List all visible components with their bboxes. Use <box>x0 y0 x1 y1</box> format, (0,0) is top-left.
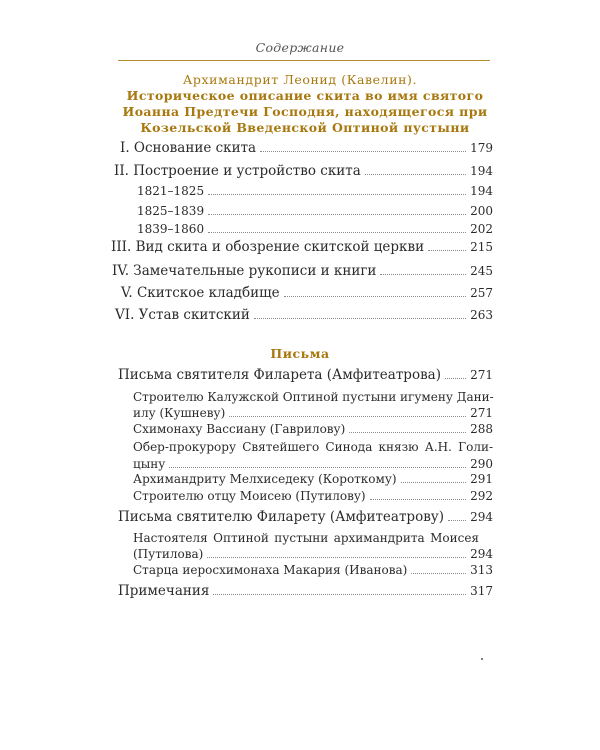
toc-entry-page: 271 <box>470 368 493 382</box>
toc-entry-label: I. Основание скита <box>120 140 257 156</box>
toc-entry-page: 194 <box>470 164 493 178</box>
toc-entry-page: 292 <box>470 489 493 503</box>
leader-dots <box>213 594 466 595</box>
toc-entry[interactable] <box>114 163 493 179</box>
toc-entry[interactable] <box>120 140 493 156</box>
toc-entry-page: 271 <box>470 406 493 420</box>
leader-dots <box>428 250 466 251</box>
leader-dots <box>401 482 466 483</box>
leader-dots <box>380 274 466 275</box>
toc-entry-label: Строителю отцу Моисею (Путилову) <box>133 489 366 503</box>
toc-entry-page: 202 <box>470 222 493 236</box>
toc-subentry[interactable] <box>137 184 493 198</box>
toc-entry-page: 294 <box>470 547 493 561</box>
leader-dots <box>370 499 467 500</box>
toc-entry-page: 290 <box>470 457 493 471</box>
toc-subentry[interactable] <box>133 457 493 471</box>
toc-subentry-line-1[interactable]: Строителю Калужской Оптиной пустыни игумену Дани- <box>133 390 494 404</box>
toc-entry-label: Старца иеросхимонаха Макария (Иванова) <box>133 563 408 577</box>
toc-entry-page: 179 <box>470 141 493 155</box>
part1-author: Архимандрит Леонид (Кавелин). <box>182 72 418 87</box>
toc-subentry[interactable] <box>133 472 493 486</box>
toc-entry-label: IV. Замечательные рукописи и книги <box>112 263 377 279</box>
toc-entry[interactable] <box>112 263 493 279</box>
part1-title <box>110 88 500 136</box>
toc-entry-page: 317 <box>470 584 493 598</box>
toc-entry[interactable] <box>118 367 493 383</box>
toc-subentry[interactable] <box>133 422 493 436</box>
toc-entry-page: 313 <box>470 563 493 577</box>
toc-entry-label: цыну <box>133 457 166 471</box>
toc-entry[interactable] <box>115 307 493 323</box>
toc-entry-page: 288 <box>470 422 493 436</box>
toc-entry-label: Письма святителя Филарета (Амфитеатрова) <box>118 367 441 383</box>
toc-entry-label: 1821–1825 <box>137 184 205 198</box>
toc-entry-page: 294 <box>470 510 493 524</box>
toc-entry-label: III. Вид скита и обозрение скитской церкви <box>111 239 425 255</box>
toc-entry-label: V. Скитское кладбище <box>121 285 280 301</box>
leader-dots <box>229 416 466 417</box>
part1-title-line-1: Историческое описание скита во имя святого <box>126 88 484 103</box>
toc-entry-label: Письма святителю Филарету (Амфитеатрову) <box>118 509 445 525</box>
toc-entry[interactable] <box>121 285 493 301</box>
toc-entry-label: Архимандриту Мелхиседеку (Короткому) <box>133 472 397 486</box>
leader-dots <box>208 232 466 233</box>
leader-dots <box>169 467 466 468</box>
toc-entry-label: 1825–1839 <box>137 204 205 218</box>
leader-dots <box>448 520 466 521</box>
leader-dots <box>349 432 466 433</box>
toc-entry[interactable] <box>118 583 493 599</box>
leader-dots <box>284 296 466 297</box>
toc-entry-label: (Путилова) <box>133 547 204 561</box>
toc-entry[interactable] <box>111 239 493 255</box>
toc-entry-page: 291 <box>470 472 493 486</box>
leader-dots <box>208 194 466 195</box>
leader-dots <box>445 378 466 379</box>
toc-entry-page: 257 <box>470 286 493 300</box>
running-head: Содержание <box>255 40 345 55</box>
toc-subentry[interactable] <box>133 406 493 420</box>
leader-dots <box>207 557 466 558</box>
toc-entry-page: 245 <box>470 264 493 278</box>
toc-entry-page: 200 <box>470 204 493 218</box>
toc-entry[interactable] <box>118 509 493 525</box>
leader-dots <box>365 174 466 175</box>
toc-entry-page: 215 <box>470 240 493 254</box>
toc-entry-page: 194 <box>470 184 493 198</box>
leader-dots <box>254 318 466 319</box>
toc-entry-label: илу (Кушневу) <box>133 406 226 420</box>
toc-subentry-line-1[interactable]: Настоятеля Оптиной пустыни архимандрита Моисея <box>133 531 479 545</box>
toc-subentry[interactable] <box>133 489 493 503</box>
margin-speck <box>481 658 483 660</box>
toc-subentry-line-1[interactable]: Обер-прокурору Святейшего Синода князю А.Н. Голи- <box>133 440 493 454</box>
toc-subentry[interactable] <box>137 204 493 218</box>
toc-entry-label: Схимонаху Вассиану (Гаврилову) <box>133 422 346 436</box>
section-heading-letters: Письма <box>270 346 330 361</box>
toc-entry-label: Примечания <box>118 583 210 599</box>
toc-subentry[interactable] <box>137 222 493 236</box>
toc-entry-page: 263 <box>470 308 493 322</box>
leader-dots <box>260 151 466 152</box>
toc-subentry[interactable] <box>133 547 493 561</box>
header-rule <box>118 60 490 61</box>
toc-subentry[interactable] <box>133 563 493 577</box>
toc-entry-label: VI. Устав скитский <box>115 307 250 323</box>
leader-dots <box>208 214 466 215</box>
toc-entry-label: 1839–1860 <box>137 222 205 236</box>
part1-title-line-2: Иоанна Предтечи Господня, находящегося при <box>122 104 488 119</box>
toc-entry-label: II. Построение и устройство скита <box>114 163 361 179</box>
part1-title-line-3: Козельской Введенской Оптиной пустыни <box>140 120 470 135</box>
leader-dots <box>411 573 466 574</box>
